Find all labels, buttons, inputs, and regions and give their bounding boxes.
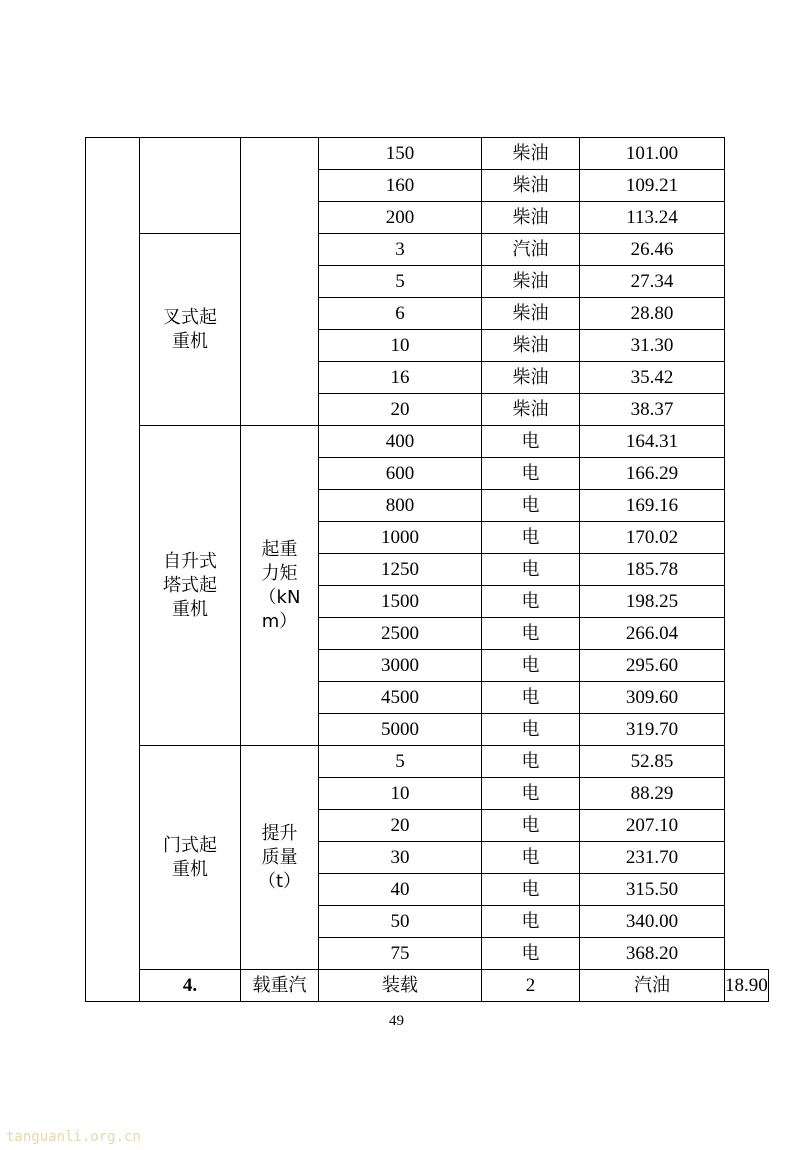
fuel-cell: 电 xyxy=(482,618,580,650)
spec-cell: 600 xyxy=(319,458,482,490)
value-cell: 113.24 xyxy=(580,202,725,234)
value-cell: 31.30 xyxy=(580,330,725,362)
spec-cell: 75 xyxy=(319,938,482,970)
group-name-label: 叉式起重机 xyxy=(163,306,217,352)
value-cell: 27.34 xyxy=(580,266,725,298)
spec-cell: 16 xyxy=(319,362,482,394)
spec-cell: 1000 xyxy=(319,522,482,554)
machinery-table-body xyxy=(86,138,769,1002)
spec-cell: 3000 xyxy=(319,650,482,682)
value-cell: 198.25 xyxy=(580,586,725,618)
spec-cell: 20 xyxy=(319,394,482,426)
value-cell: 170.02 xyxy=(580,522,725,554)
value-cell: 164.31 xyxy=(580,426,725,458)
spec-cell: 800 xyxy=(319,490,482,522)
spec-cell: 6 xyxy=(319,298,482,330)
group-name-cell xyxy=(140,746,241,970)
group-name-cell: 载重汽 xyxy=(241,970,319,1002)
value-cell: 109.21 xyxy=(580,170,725,202)
group-name-cell xyxy=(140,234,241,426)
value-cell: 266.04 xyxy=(580,618,725,650)
table-row xyxy=(86,970,769,1002)
fuel-cell: 电 xyxy=(482,650,580,682)
spec-cell: 10 xyxy=(319,778,482,810)
spec-cell: 50 xyxy=(319,906,482,938)
spec-cell: 20 xyxy=(319,810,482,842)
watermark-text: tanguanli.org.cn xyxy=(6,1129,141,1145)
fuel-cell: 电 xyxy=(482,458,580,490)
spec-cell: 5 xyxy=(319,266,482,298)
fuel-cell: 电 xyxy=(482,746,580,778)
value-cell: 88.29 xyxy=(580,778,725,810)
value-cell: 52.85 xyxy=(580,746,725,778)
value-cell: 35.42 xyxy=(580,362,725,394)
fuel-cell: 电 xyxy=(482,906,580,938)
fuel-cell: 电 xyxy=(482,842,580,874)
value-cell: 309.60 xyxy=(580,682,725,714)
table-row xyxy=(86,138,769,170)
fuel-cell: 柴油 xyxy=(482,362,580,394)
table-row xyxy=(86,426,769,458)
value-cell: 18.90 xyxy=(725,970,769,1002)
spec-cell: 2 xyxy=(482,970,580,1002)
value-cell: 169.16 xyxy=(580,490,725,522)
fuel-cell: 电 xyxy=(482,714,580,746)
table-row xyxy=(86,234,769,266)
value-cell: 340.00 xyxy=(580,906,725,938)
fuel-cell: 电 xyxy=(482,490,580,522)
fuel-cell: 电 xyxy=(482,938,580,970)
fuel-cell: 柴油 xyxy=(482,138,580,170)
value-cell: 295.60 xyxy=(580,650,725,682)
value-cell: 315.50 xyxy=(580,874,725,906)
spec-cell: 200 xyxy=(319,202,482,234)
fuel-cell: 电 xyxy=(482,586,580,618)
group-param-label: 起重力矩（kNm） xyxy=(258,538,301,632)
fuel-cell: 柴油 xyxy=(482,394,580,426)
spec-cell: 5 xyxy=(319,746,482,778)
group-name-cell xyxy=(140,138,241,234)
value-cell: 207.10 xyxy=(580,810,725,842)
group-param-cell xyxy=(241,426,319,746)
fuel-cell: 柴油 xyxy=(482,298,580,330)
group-param-cell: 装载 xyxy=(319,970,482,1002)
spec-cell: 3 xyxy=(319,234,482,266)
machinery-table xyxy=(85,137,769,1002)
group-param-cell xyxy=(241,746,319,970)
group-name-label: 自升式塔式起重机 xyxy=(163,550,217,620)
spec-cell: 4500 xyxy=(319,682,482,714)
fuel-cell: 柴油 xyxy=(482,202,580,234)
value-cell: 38.37 xyxy=(580,394,725,426)
value-cell: 28.80 xyxy=(580,298,725,330)
index-cell-empty xyxy=(86,138,140,1002)
group-name-cell xyxy=(140,426,241,746)
value-cell: 185.78 xyxy=(580,554,725,586)
value-cell: 101.00 xyxy=(580,138,725,170)
spec-cell: 150 xyxy=(319,138,482,170)
group-param-cell xyxy=(241,138,319,426)
fuel-cell: 电 xyxy=(482,682,580,714)
spec-cell: 1250 xyxy=(319,554,482,586)
fuel-cell: 汽油 xyxy=(580,970,725,1002)
fuel-cell: 电 xyxy=(482,522,580,554)
spec-cell: 10 xyxy=(319,330,482,362)
fuel-cell: 电 xyxy=(482,554,580,586)
spec-cell: 1500 xyxy=(319,586,482,618)
spec-cell: 40 xyxy=(319,874,482,906)
value-cell: 368.20 xyxy=(580,938,725,970)
spec-cell: 30 xyxy=(319,842,482,874)
fuel-cell: 电 xyxy=(482,874,580,906)
group-name-label: 门式起重机 xyxy=(163,834,217,880)
spec-cell: 160 xyxy=(319,170,482,202)
fuel-cell: 柴油 xyxy=(482,330,580,362)
value-cell: 26.46 xyxy=(580,234,725,266)
value-cell: 319.70 xyxy=(580,714,725,746)
fuel-cell: 电 xyxy=(482,778,580,810)
index-cell: 4. xyxy=(140,970,241,1002)
fuel-cell: 电 xyxy=(482,810,580,842)
group-param-label: 提升质量（t） xyxy=(257,822,302,892)
spec-cell: 400 xyxy=(319,426,482,458)
value-cell: 166.29 xyxy=(580,458,725,490)
spec-cell: 5000 xyxy=(319,714,482,746)
value-cell: 231.70 xyxy=(580,842,725,874)
page-number: 49 xyxy=(389,1013,404,1029)
fuel-cell: 柴油 xyxy=(482,266,580,298)
fuel-cell: 柴油 xyxy=(482,170,580,202)
table-row xyxy=(86,746,769,778)
fuel-cell: 汽油 xyxy=(482,234,580,266)
fuel-cell: 电 xyxy=(482,426,580,458)
spec-cell: 2500 xyxy=(319,618,482,650)
